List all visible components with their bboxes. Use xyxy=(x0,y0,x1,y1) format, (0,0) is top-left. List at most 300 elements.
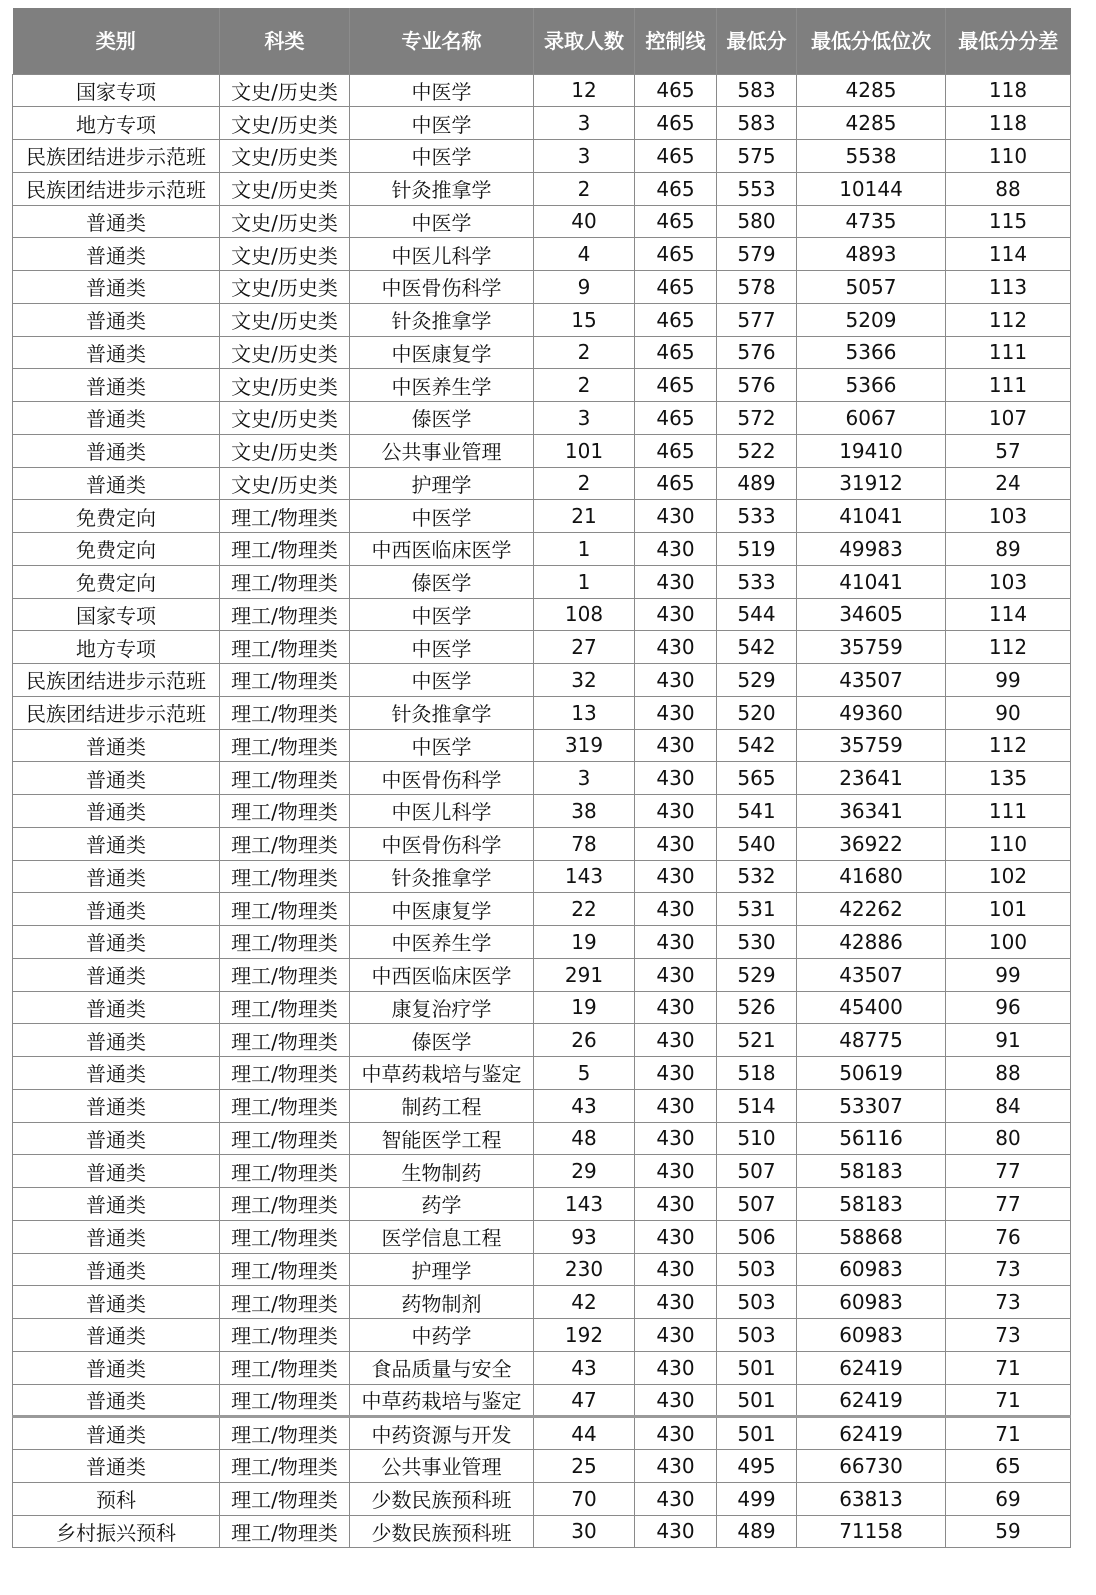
cell-category: 普通类 xyxy=(13,1384,220,1417)
cell-major-name: 中医学 xyxy=(350,598,534,631)
cell-min-score: 572 xyxy=(717,402,797,435)
cell-major-name: 中药学 xyxy=(350,1319,534,1352)
cell-category: 民族团结进步示范班 xyxy=(13,172,220,205)
cell-category: 普通类 xyxy=(13,762,220,795)
cell-major-name: 中医骨伤科学 xyxy=(350,271,534,304)
cell-admitted-count: 1 xyxy=(534,565,635,598)
cell-min-score: 501 xyxy=(717,1384,797,1417)
cell-subject-type: 理工/物理类 xyxy=(220,1188,350,1221)
cell-major-name: 中医学 xyxy=(350,729,534,762)
cell-subject-type: 理工/物理类 xyxy=(220,565,350,598)
cell-min-score: 501 xyxy=(717,1417,797,1450)
table-row xyxy=(13,1450,1071,1483)
cell-min-score-rank: 58183 xyxy=(797,1188,946,1221)
cell-category: 普通类 xyxy=(13,1220,220,1253)
cell-min-score-rank: 71158 xyxy=(797,1515,946,1548)
cell-category: 普通类 xyxy=(13,1417,220,1450)
cell-major-name: 针灸推拿学 xyxy=(350,172,534,205)
cell-category: 普通类 xyxy=(13,467,220,500)
admission-score-table xyxy=(12,8,1071,1548)
cell-control-line: 430 xyxy=(635,1057,717,1090)
cell-subject-type: 理工/物理类 xyxy=(220,1253,350,1286)
cell-min-score: 579 xyxy=(717,238,797,271)
header-category: 类别 xyxy=(13,8,220,74)
cell-category: 地方专项 xyxy=(13,107,220,140)
cell-min-score-diff: 99 xyxy=(946,664,1071,697)
cell-min-score-diff: 88 xyxy=(946,172,1071,205)
cell-min-score-diff: 112 xyxy=(946,303,1071,336)
table-row xyxy=(13,565,1071,598)
cell-min-score-diff: 113 xyxy=(946,271,1071,304)
table-row xyxy=(13,1351,1071,1384)
cell-control-line: 430 xyxy=(635,1155,717,1188)
cell-min-score: 576 xyxy=(717,369,797,402)
cell-min-score-rank: 23641 xyxy=(797,762,946,795)
cell-min-score: 495 xyxy=(717,1450,797,1483)
cell-min-score: 530 xyxy=(717,926,797,959)
cell-subject-type: 理工/物理类 xyxy=(220,860,350,893)
cell-min-score-rank: 56116 xyxy=(797,1122,946,1155)
cell-major-name: 中医学 xyxy=(350,631,534,664)
cell-min-score-diff: 90 xyxy=(946,696,1071,729)
cell-major-name: 傣医学 xyxy=(350,402,534,435)
cell-major-name: 中西医临床医学 xyxy=(350,958,534,991)
table-row xyxy=(13,74,1071,107)
header-min-score-rank: 最低分低位次 xyxy=(797,8,946,74)
table-row xyxy=(13,467,1071,500)
cell-min-score-rank: 5057 xyxy=(797,271,946,304)
cell-min-score: 578 xyxy=(717,271,797,304)
table-row xyxy=(13,402,1071,435)
cell-major-name: 护理学 xyxy=(350,467,534,500)
cell-subject-type: 文史/历史类 xyxy=(220,402,350,435)
table-row xyxy=(13,107,1071,140)
table-row xyxy=(13,696,1071,729)
cell-control-line: 465 xyxy=(635,172,717,205)
cell-control-line: 430 xyxy=(635,565,717,598)
cell-min-score-rank: 5366 xyxy=(797,369,946,402)
cell-min-score-rank: 31912 xyxy=(797,467,946,500)
header-control-line: 控制线 xyxy=(635,8,717,74)
cell-major-name: 康复治疗学 xyxy=(350,991,534,1024)
admission-table-container xyxy=(12,8,1070,1548)
cell-major-name: 中医学 xyxy=(350,500,534,533)
table-row xyxy=(13,140,1071,173)
cell-control-line: 430 xyxy=(635,958,717,991)
cell-min-score: 503 xyxy=(717,1253,797,1286)
cell-category: 普通类 xyxy=(13,958,220,991)
table-row xyxy=(13,238,1071,271)
cell-subject-type: 文史/历史类 xyxy=(220,238,350,271)
cell-min-score: 514 xyxy=(717,1089,797,1122)
cell-major-name: 中西医临床医学 xyxy=(350,533,534,566)
cell-min-score-diff: 24 xyxy=(946,467,1071,500)
cell-major-name: 中医养生学 xyxy=(350,926,534,959)
table-body xyxy=(13,74,1071,1548)
cell-category: 国家专项 xyxy=(13,74,220,107)
cell-subject-type: 文史/历史类 xyxy=(220,205,350,238)
cell-subject-type: 理工/物理类 xyxy=(220,926,350,959)
cell-min-score-diff: 80 xyxy=(946,1122,1071,1155)
cell-major-name: 中医儿科学 xyxy=(350,238,534,271)
cell-major-name: 中医儿科学 xyxy=(350,795,534,828)
cell-min-score: 575 xyxy=(717,140,797,173)
table-row xyxy=(13,303,1071,336)
cell-admitted-count: 108 xyxy=(534,598,635,631)
cell-min-score-rank: 48775 xyxy=(797,1024,946,1057)
cell-min-score: 489 xyxy=(717,1515,797,1548)
cell-control-line: 430 xyxy=(635,991,717,1024)
cell-control-line: 465 xyxy=(635,336,717,369)
cell-major-name: 针灸推拿学 xyxy=(350,303,534,336)
cell-major-name: 中医骨伤科学 xyxy=(350,762,534,795)
cell-control-line: 465 xyxy=(635,402,717,435)
table-row xyxy=(13,1220,1071,1253)
table-header-row xyxy=(13,8,1071,74)
cell-category: 普通类 xyxy=(13,434,220,467)
cell-min-score: 503 xyxy=(717,1319,797,1352)
table-row xyxy=(13,1057,1071,1090)
cell-subject-type: 理工/物理类 xyxy=(220,1319,350,1352)
cell-min-score: 522 xyxy=(717,434,797,467)
cell-min-score: 520 xyxy=(717,696,797,729)
cell-min-score-diff: 110 xyxy=(946,140,1071,173)
table-row xyxy=(13,1286,1071,1319)
table-row xyxy=(13,533,1071,566)
cell-min-score-rank: 66730 xyxy=(797,1450,946,1483)
cell-min-score-diff: 135 xyxy=(946,762,1071,795)
cell-admitted-count: 5 xyxy=(534,1057,635,1090)
cell-major-name: 中医康复学 xyxy=(350,336,534,369)
cell-admitted-count: 13 xyxy=(534,696,635,729)
cell-admitted-count: 25 xyxy=(534,1450,635,1483)
cell-category: 普通类 xyxy=(13,827,220,860)
cell-admitted-count: 26 xyxy=(534,1024,635,1057)
cell-admitted-count: 30 xyxy=(534,1515,635,1548)
cell-control-line: 430 xyxy=(635,1417,717,1450)
cell-subject-type: 理工/物理类 xyxy=(220,958,350,991)
cell-major-name: 食品质量与安全 xyxy=(350,1351,534,1384)
cell-min-score: 580 xyxy=(717,205,797,238)
cell-min-score-rank: 43507 xyxy=(797,958,946,991)
cell-control-line: 430 xyxy=(635,500,717,533)
table-row xyxy=(13,434,1071,467)
cell-min-score: 565 xyxy=(717,762,797,795)
cell-category: 普通类 xyxy=(13,1155,220,1188)
cell-category: 普通类 xyxy=(13,271,220,304)
cell-min-score-diff: 59 xyxy=(946,1515,1071,1548)
cell-control-line: 430 xyxy=(635,762,717,795)
cell-min-score-diff: 73 xyxy=(946,1253,1071,1286)
cell-admitted-count: 27 xyxy=(534,631,635,664)
cell-major-name: 傣医学 xyxy=(350,1024,534,1057)
cell-min-score-diff: 102 xyxy=(946,860,1071,893)
cell-control-line: 430 xyxy=(635,893,717,926)
cell-control-line: 465 xyxy=(635,369,717,402)
cell-admitted-count: 2 xyxy=(534,172,635,205)
cell-min-score-diff: 76 xyxy=(946,1220,1071,1253)
cell-admitted-count: 43 xyxy=(534,1351,635,1384)
cell-subject-type: 理工/物理类 xyxy=(220,500,350,533)
cell-min-score-diff: 71 xyxy=(946,1417,1071,1450)
cell-control-line: 430 xyxy=(635,827,717,860)
cell-subject-type: 理工/物理类 xyxy=(220,631,350,664)
cell-category: 普通类 xyxy=(13,1450,220,1483)
cell-admitted-count: 2 xyxy=(534,467,635,500)
cell-control-line: 430 xyxy=(635,664,717,697)
cell-subject-type: 文史/历史类 xyxy=(220,107,350,140)
cell-admitted-count: 42 xyxy=(534,1286,635,1319)
cell-category: 普通类 xyxy=(13,1057,220,1090)
table-row xyxy=(13,664,1071,697)
table-row xyxy=(13,271,1071,304)
cell-control-line: 430 xyxy=(635,1450,717,1483)
cell-admitted-count: 40 xyxy=(534,205,635,238)
cell-category: 地方专项 xyxy=(13,631,220,664)
table-row xyxy=(13,827,1071,860)
cell-min-score: 526 xyxy=(717,991,797,1024)
cell-subject-type: 文史/历史类 xyxy=(220,369,350,402)
cell-admitted-count: 70 xyxy=(534,1482,635,1515)
cell-min-score-rank: 4285 xyxy=(797,74,946,107)
cell-min-score-diff: 112 xyxy=(946,729,1071,762)
cell-admitted-count: 22 xyxy=(534,893,635,926)
table-row xyxy=(13,1384,1071,1417)
table-row xyxy=(13,172,1071,205)
cell-major-name: 制药工程 xyxy=(350,1089,534,1122)
cell-control-line: 430 xyxy=(635,1319,717,1352)
cell-admitted-count: 32 xyxy=(534,664,635,697)
table-row xyxy=(13,958,1071,991)
cell-subject-type: 理工/物理类 xyxy=(220,991,350,1024)
cell-major-name: 中医学 xyxy=(350,107,534,140)
cell-min-score: 529 xyxy=(717,958,797,991)
table-row xyxy=(13,1417,1071,1450)
cell-category: 普通类 xyxy=(13,205,220,238)
cell-min-score-diff: 77 xyxy=(946,1188,1071,1221)
cell-min-score-rank: 10144 xyxy=(797,172,946,205)
cell-major-name: 针灸推拿学 xyxy=(350,696,534,729)
cell-min-score-rank: 35759 xyxy=(797,631,946,664)
cell-subject-type: 理工/物理类 xyxy=(220,762,350,795)
cell-min-score-diff: 99 xyxy=(946,958,1071,991)
table-row xyxy=(13,762,1071,795)
cell-min-score-diff: 84 xyxy=(946,1089,1071,1122)
cell-subject-type: 理工/物理类 xyxy=(220,827,350,860)
cell-control-line: 430 xyxy=(635,1253,717,1286)
cell-min-score-rank: 62419 xyxy=(797,1351,946,1384)
cell-min-score: 489 xyxy=(717,467,797,500)
cell-admitted-count: 9 xyxy=(534,271,635,304)
cell-min-score-rank: 4735 xyxy=(797,205,946,238)
cell-min-score-rank: 43507 xyxy=(797,664,946,697)
table-row xyxy=(13,1253,1071,1286)
cell-control-line: 430 xyxy=(635,1220,717,1253)
cell-min-score-rank: 58183 xyxy=(797,1155,946,1188)
table-row xyxy=(13,205,1071,238)
cell-major-name: 生物制药 xyxy=(350,1155,534,1188)
table-row xyxy=(13,1515,1071,1548)
cell-admitted-count: 192 xyxy=(534,1319,635,1352)
table-row xyxy=(13,369,1071,402)
table-row xyxy=(13,336,1071,369)
cell-category: 普通类 xyxy=(13,1253,220,1286)
cell-admitted-count: 43 xyxy=(534,1089,635,1122)
cell-min-score-diff: 91 xyxy=(946,1024,1071,1057)
table-row xyxy=(13,1024,1071,1057)
cell-min-score-rank: 35759 xyxy=(797,729,946,762)
cell-major-name: 中医学 xyxy=(350,664,534,697)
cell-min-score-rank: 6067 xyxy=(797,402,946,435)
cell-admitted-count: 21 xyxy=(534,500,635,533)
cell-major-name: 中医学 xyxy=(350,140,534,173)
cell-admitted-count: 3 xyxy=(534,762,635,795)
cell-control-line: 465 xyxy=(635,107,717,140)
cell-min-score-diff: 73 xyxy=(946,1286,1071,1319)
cell-min-score-rank: 58868 xyxy=(797,1220,946,1253)
cell-category: 普通类 xyxy=(13,1319,220,1352)
cell-min-score: 507 xyxy=(717,1188,797,1221)
cell-admitted-count: 291 xyxy=(534,958,635,991)
cell-subject-type: 理工/物理类 xyxy=(220,1286,350,1319)
cell-subject-type: 理工/物理类 xyxy=(220,1515,350,1548)
table-row xyxy=(13,893,1071,926)
table-row xyxy=(13,795,1071,828)
cell-admitted-count: 15 xyxy=(534,303,635,336)
cell-subject-type: 文史/历史类 xyxy=(220,271,350,304)
cell-control-line: 430 xyxy=(635,1286,717,1319)
cell-control-line: 430 xyxy=(635,631,717,664)
cell-control-line: 430 xyxy=(635,729,717,762)
cell-category: 民族团结进步示范班 xyxy=(13,140,220,173)
cell-major-name: 护理学 xyxy=(350,1253,534,1286)
cell-category: 民族团结进步示范班 xyxy=(13,664,220,697)
cell-min-score-rank: 60983 xyxy=(797,1253,946,1286)
table-row xyxy=(13,598,1071,631)
cell-min-score-diff: 89 xyxy=(946,533,1071,566)
cell-min-score-diff: 103 xyxy=(946,500,1071,533)
cell-admitted-count: 3 xyxy=(534,402,635,435)
cell-admitted-count: 319 xyxy=(534,729,635,762)
cell-control-line: 430 xyxy=(635,1188,717,1221)
cell-major-name: 药物制剂 xyxy=(350,1286,534,1319)
cell-control-line: 465 xyxy=(635,434,717,467)
header-subject-type: 科类 xyxy=(220,8,350,74)
cell-control-line: 465 xyxy=(635,238,717,271)
cell-subject-type: 理工/物理类 xyxy=(220,1057,350,1090)
cell-min-score-rank: 42886 xyxy=(797,926,946,959)
cell-major-name: 少数民族预科班 xyxy=(350,1515,534,1548)
cell-min-score-rank: 5209 xyxy=(797,303,946,336)
cell-min-score-diff: 65 xyxy=(946,1450,1071,1483)
cell-min-score-diff: 107 xyxy=(946,402,1071,435)
cell-major-name: 针灸推拿学 xyxy=(350,860,534,893)
cell-subject-type: 理工/物理类 xyxy=(220,533,350,566)
cell-major-name: 中医养生学 xyxy=(350,369,534,402)
cell-major-name: 公共事业管理 xyxy=(350,1450,534,1483)
cell-min-score: 576 xyxy=(717,336,797,369)
header-min-score: 最低分 xyxy=(717,8,797,74)
cell-min-score-rank: 62419 xyxy=(797,1417,946,1450)
cell-min-score-rank: 5538 xyxy=(797,140,946,173)
cell-major-name: 医学信息工程 xyxy=(350,1220,534,1253)
cell-category: 普通类 xyxy=(13,1351,220,1384)
cell-subject-type: 文史/历史类 xyxy=(220,140,350,173)
table-row xyxy=(13,1188,1071,1221)
cell-major-name: 中草药栽培与鉴定 xyxy=(350,1384,534,1417)
cell-min-score: 506 xyxy=(717,1220,797,1253)
cell-category: 国家专项 xyxy=(13,598,220,631)
cell-min-score-rank: 36922 xyxy=(797,827,946,860)
cell-min-score-rank: 5366 xyxy=(797,336,946,369)
cell-subject-type: 理工/物理类 xyxy=(220,598,350,631)
cell-subject-type: 文史/历史类 xyxy=(220,434,350,467)
cell-category: 普通类 xyxy=(13,336,220,369)
cell-control-line: 430 xyxy=(635,1384,717,1417)
table-row xyxy=(13,1122,1071,1155)
cell-subject-type: 理工/物理类 xyxy=(220,1450,350,1483)
cell-category: 普通类 xyxy=(13,729,220,762)
cell-admitted-count: 1 xyxy=(534,533,635,566)
cell-category: 普通类 xyxy=(13,991,220,1024)
cell-min-score-rank: 4285 xyxy=(797,107,946,140)
cell-admitted-count: 19 xyxy=(534,926,635,959)
cell-min-score-diff: 118 xyxy=(946,74,1071,107)
cell-min-score-rank: 53307 xyxy=(797,1089,946,1122)
cell-category: 普通类 xyxy=(13,238,220,271)
cell-min-score-rank: 19410 xyxy=(797,434,946,467)
table-row xyxy=(13,631,1071,664)
header-min-score-diff: 最低分分差 xyxy=(946,8,1071,74)
cell-min-score: 542 xyxy=(717,729,797,762)
cell-major-name: 药学 xyxy=(350,1188,534,1221)
cell-subject-type: 理工/物理类 xyxy=(220,1220,350,1253)
cell-admitted-count: 29 xyxy=(534,1155,635,1188)
cell-admitted-count: 4 xyxy=(534,238,635,271)
cell-min-score-diff: 57 xyxy=(946,434,1071,467)
cell-category: 普通类 xyxy=(13,860,220,893)
cell-min-score: 519 xyxy=(717,533,797,566)
table-row xyxy=(13,1319,1071,1352)
table-row xyxy=(13,991,1071,1024)
table-row xyxy=(13,1155,1071,1188)
cell-admitted-count: 2 xyxy=(534,369,635,402)
cell-min-score-diff: 96 xyxy=(946,991,1071,1024)
cell-category: 普通类 xyxy=(13,1122,220,1155)
cell-min-score: 544 xyxy=(717,598,797,631)
cell-min-score-rank: 41041 xyxy=(797,500,946,533)
cell-category: 普通类 xyxy=(13,303,220,336)
cell-min-score: 553 xyxy=(717,172,797,205)
cell-min-score-diff: 111 xyxy=(946,369,1071,402)
cell-control-line: 465 xyxy=(635,303,717,336)
cell-min-score: 510 xyxy=(717,1122,797,1155)
cell-admitted-count: 78 xyxy=(534,827,635,860)
cell-min-score-rank: 60983 xyxy=(797,1319,946,1352)
cell-min-score: 540 xyxy=(717,827,797,860)
cell-admitted-count: 143 xyxy=(534,860,635,893)
cell-control-line: 465 xyxy=(635,271,717,304)
cell-control-line: 465 xyxy=(635,467,717,500)
cell-subject-type: 理工/物理类 xyxy=(220,664,350,697)
table-row xyxy=(13,1482,1071,1515)
cell-min-score: 501 xyxy=(717,1351,797,1384)
cell-subject-type: 理工/物理类 xyxy=(220,1351,350,1384)
cell-category: 普通类 xyxy=(13,1286,220,1319)
cell-min-score-rank: 63813 xyxy=(797,1482,946,1515)
cell-control-line: 430 xyxy=(635,696,717,729)
cell-admitted-count: 93 xyxy=(534,1220,635,1253)
